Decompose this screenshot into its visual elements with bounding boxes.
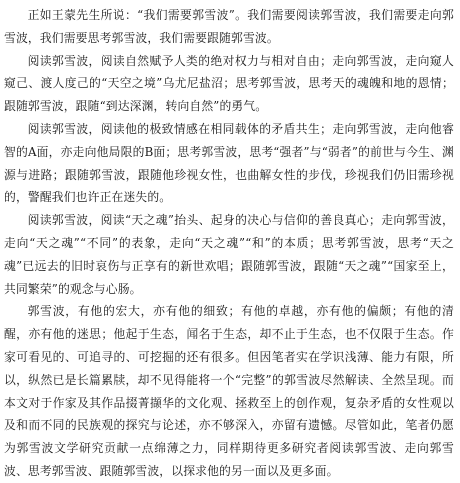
paragraph-intro: 正如王蒙先生所说：“我们需要郭雪波”。我们需要阅读郭雪波，我们需要走向郭雪波，我们需要思考郭雪波，我们需要跟随郭雪波。 bbox=[4, 8, 454, 45]
paragraph-heavenly-soul: 阅读郭雪波，阅读“天之魂”抬头、起身的决心与信仰的善良真心；走向郭雪波，走向“天之魂”“不同”的表象，走向“天之魂”“和”的本质；思考郭雪波，思考“天之魂”已远去的旧时哀伤与正享有的新世欢唱；跟随郭雪波，跟随“天之魂”“国家至上，共同繁荣”的观念与心肠。 bbox=[4, 213, 454, 296]
paragraph-nature: 阅读郭雪波，阅读自然赋予人类的绝对权力与相对自由；走向郭雪波，走向窥人窥己、渡人度己的“天空之境”乌尤尼盐沼；思考郭雪波，思考天的魂魄和地的恩情；跟随郭雪波，跟随“到达深渊，转向自然”的勇气。 bbox=[4, 53, 454, 114]
paragraph-conclusion: 郭雪波，有他的宏大，亦有他的细致；有他的卓越，亦有他的偏颇；有他的清醒，亦有他的迷思；他起于生态，闻名于生态，却不止于生态，也不仅限于生态。作家可看见的、可追寻的、可挖掘的还有很多。但因笔者实在学识浅薄、能力有限，所以，纵然已是长篇累牍，却不见得能将一个“完整”的郭雪波尽然解读、全然呈现。而本文对于作家及其作品掇菁撷华的文化观、拯救至上的创作观，复杂矛盾的女性观以及和而不同的民族观的探究与论述，亦不够深入，亦留有遗憾。尽管如此，笔者仍愿为郭雪波文学研究贡献一点绵薄之力，同样期待更多研究者阅读郭雪波、走向郭雪波、思考郭雪波、跟随郭雪波，以探求他的另一面以及更多面。 bbox=[4, 304, 454, 478]
document-body bbox=[4, 4, 454, 483]
paragraph-contradiction: 阅读郭雪波，阅读他的极致情感在相同载体的矛盾共生；走向郭雪波，走向他睿智的A面，亦走向他局限的B面；思考郭雪波，思考“强者”与“弱者”的前世与今生、渊源与进路；跟随郭雪波，跟随他珍视女性，也曲解女性的步伐，珍视我们仍旧需珍视的，警醒我们也许正在迷失的。 bbox=[4, 121, 454, 205]
